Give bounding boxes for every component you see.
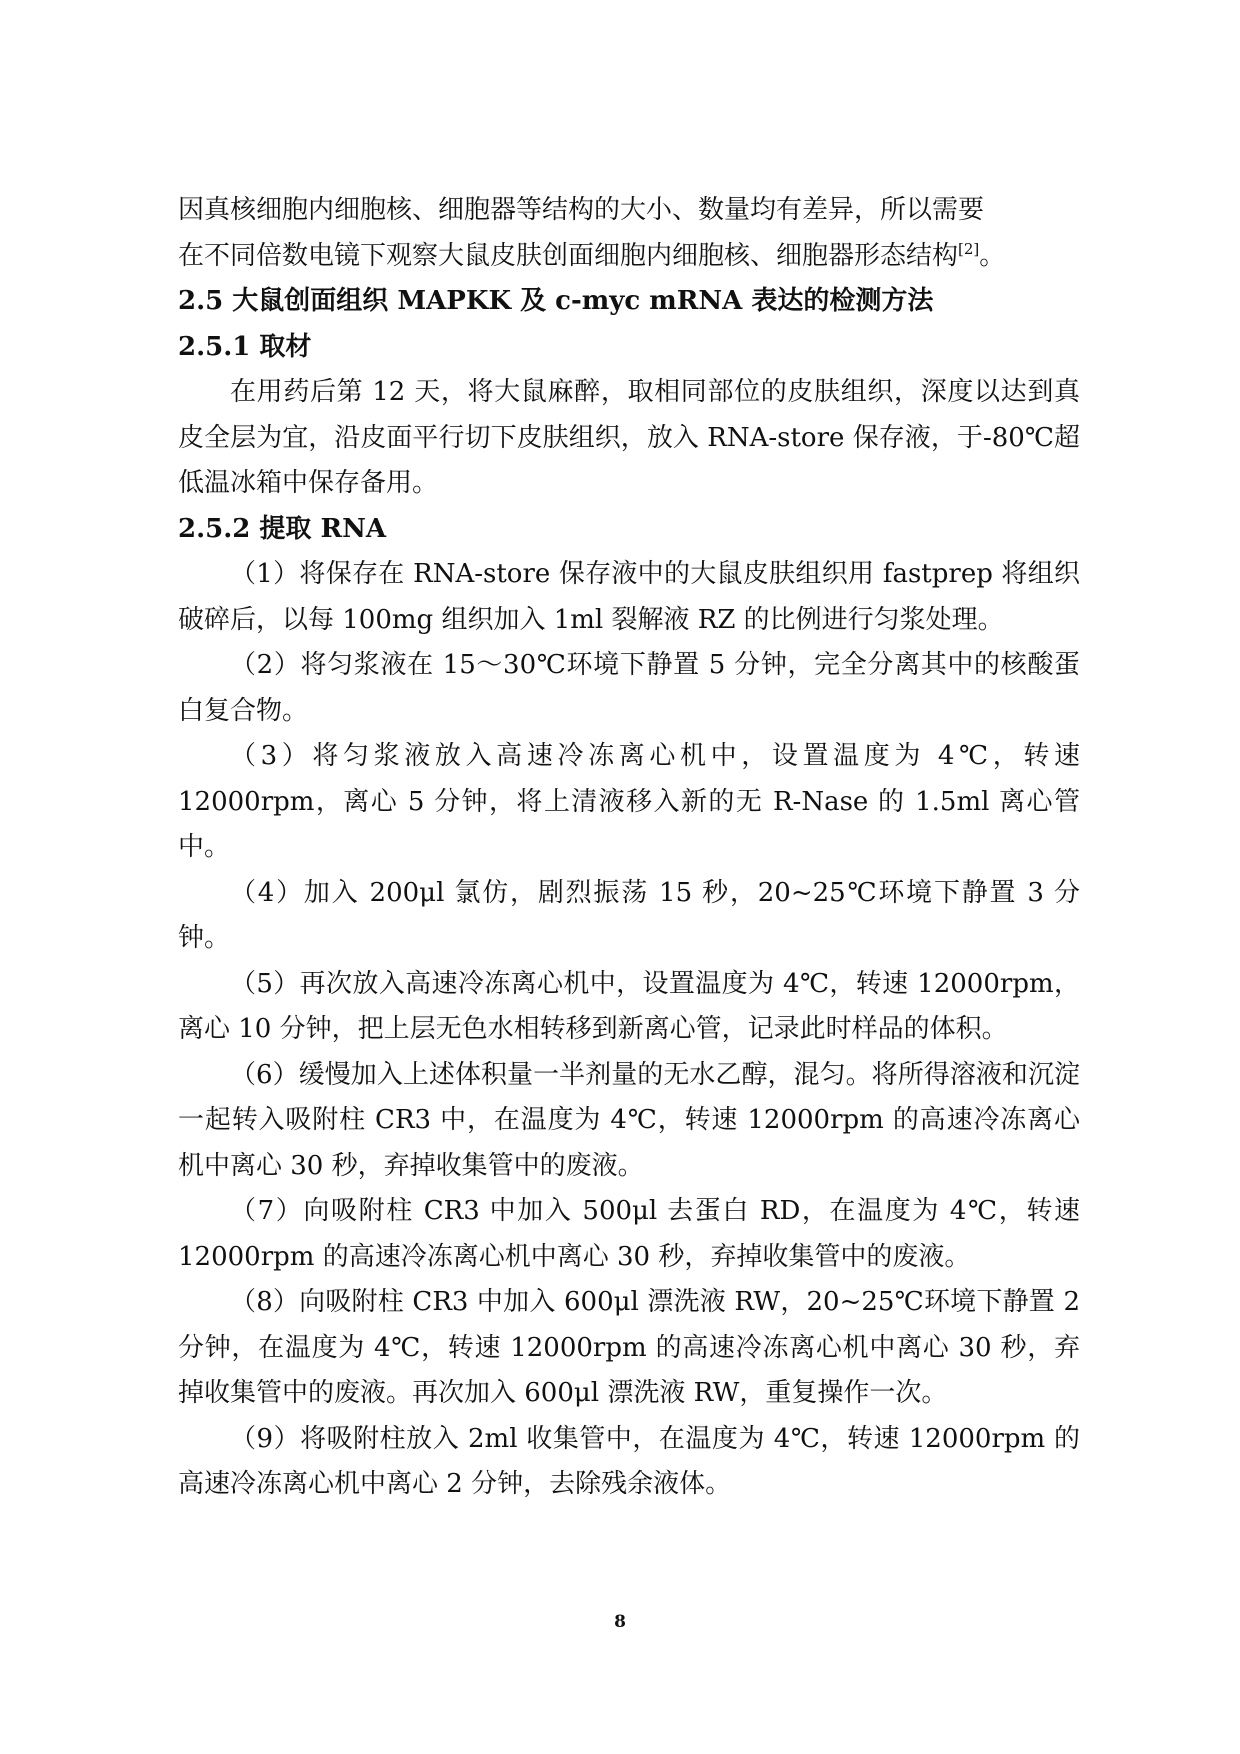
- subsection-heading-2-5-2: 2.5.2 提取 RNA: [178, 513, 387, 544]
- sampling-paragraph: 在用药后第 12 天，将大鼠麻醉，取相同部位的皮肤组织，深度以达到真皮全层为宜，沿皮面平行切下皮肤组织，放入 RNA-store 保存液，于-80℃超低温冰箱中保存备用。: [178, 377, 1080, 498]
- citation-ref[interactable]: [2]: [958, 239, 980, 258]
- section-heading-2-5: 2.5 大鼠创面组织 MAPKK 及 c-myc mRNA 表达的检测方法: [178, 286, 934, 316]
- step-7: （7）向吸附柱 CR3 中加入 500μl 去蛋白 RD，在温度为 4℃，转速 12000rpm 的高速冷冻离心机中离心 30 秒，弃掉收集管中的废液。: [178, 1196, 1080, 1272]
- step-5: （5）再次放入高速冷冻离心机中，设置温度为 4℃，转速 12000rpm，离心 10 分钟，把上层无色水相转移到新离心管，记录此时样品的体积。: [178, 968, 1080, 1044]
- page-body: [178, 188, 1080, 1508]
- intro-line-2-end: 。: [979, 240, 1006, 271]
- intro-paragraph: [178, 188, 1080, 279]
- step-2: （2）将匀浆液在 15～30℃环境下静置 5 分钟，完全分离其中的核酸蛋白复合物。: [178, 650, 1080, 726]
- step-8: （8）向吸附柱 CR3 中加入 600μl 漂洗液 RW，20~25℃环境下静置 2 分钟，在温度为 4℃，转速 12000rpm 的高速冷冻离心机中离心 30 秒，弃掉收集管中的废液。再次加入 600μl 漂洗液 RW，重复操作一次。: [178, 1287, 1080, 1408]
- step-6: （6）缓慢加入上述体积量一半剂量的无水乙醇，混匀。将所得溶液和沉淀一起转入吸附柱 CR3 中，在温度为 4℃，转速 12000rpm 的高速冷冻离心机中离心 30 秒，弃掉收集管中的废液。: [178, 1059, 1080, 1181]
- step-1: （1）将保存在 RNA-store 保存液中的大鼠皮肤组织用 fastprep 将组织破碎后，以每 100mg 组织加入 1ml 裂解液 RZ 的比例进行匀浆处理。: [178, 559, 1080, 635]
- intro-line-2: 在不同倍数电镜下观察大鼠皮肤创面细胞内细胞核、细胞器形态结构: [178, 240, 959, 271]
- step-4: （4）加入 200μl 氯仿，剧烈振荡 15 秒，20~25℃环境下静置 3 分钟。: [178, 877, 1080, 953]
- page-number: 8: [614, 1612, 626, 1632]
- intro-line-1: 因真核细胞内细胞核、细胞器等结构的大小、数量均有差异，所以需要: [178, 195, 985, 225]
- step-9: （9）将吸附柱放入 2ml 收集管中，在温度为 4℃，转速 12000rpm 的高速冷冻离心机中离心 2 分钟，去除残余液体。: [178, 1423, 1080, 1499]
- subsection-heading-2-5-1: 2.5.1 取材: [178, 331, 312, 362]
- step-3: （3）将匀浆液放入高速冷冻离心机中，设置温度为 4℃，转速 12000rpm，离心 5 分钟，将上清液移入新的无 R-Nase 的 1.5ml 离心管中。: [178, 741, 1080, 862]
